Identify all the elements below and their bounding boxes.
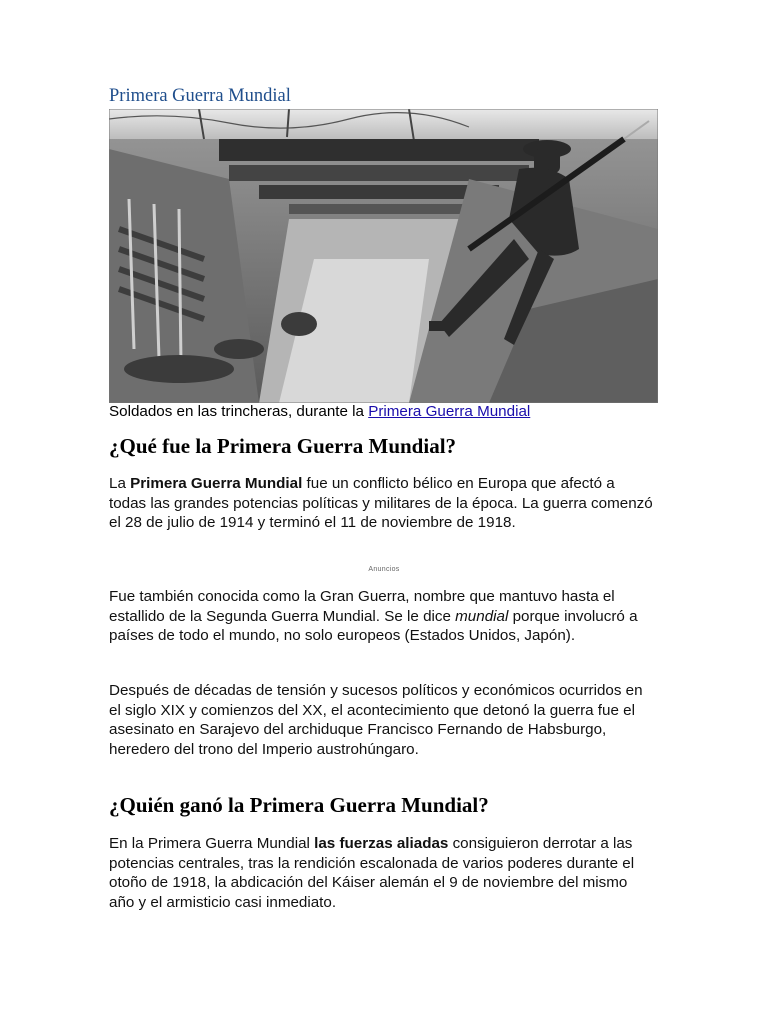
- paragraph-causas: Después de décadas de tensión y sucesos políticos y económicos ocurridos en el siglo XIX y comienzos del XX, el acontecimiento que detonó la guerra fue el asesinato en Sarajevo del archiduque Francisco Fernando de Habsburgo, heredero del trono del Imperio austrohúngaro.: [109, 682, 643, 758]
- aliados-bold: las fuerzas aliadas: [314, 835, 449, 852]
- aliados-post: consiguieron derrotar a las potencias centrales, tras la rendición escalonada de varios poderes durante el otoño de 1918, la abdicación del Káiser alemán el 9 de noviembre del mismo año y el armisticio casi inmediato.: [109, 835, 635, 911]
- paragraph-intro: [109, 474, 654, 533]
- paragraph-gran-guerra: [109, 587, 654, 646]
- caption-link[interactable]: Primera Guerra Mundial: [368, 403, 531, 420]
- aliados-pre: En la Primera Guerra Mundial: [109, 835, 315, 852]
- gran-guerra-post: porque involucró a países de todo el mundo, no solo europeos (Estados Unidos, Japón).: [109, 607, 638, 644]
- page-title: Primera Guerra Mundial: [109, 86, 291, 106]
- intro-pre: La: [109, 475, 131, 492]
- trench-photo-image: [109, 109, 658, 403]
- photo-caption: [109, 403, 669, 421]
- intro-bold: Primera Guerra Mundial: [130, 475, 303, 492]
- caption-text: Soldados en las trincheras, durante la: [109, 403, 369, 420]
- section-heading-que-fue: ¿Qué fue la Primera Guerra Mundial?: [109, 434, 457, 458]
- section-heading-quien-gano: ¿Quién ganó la Primera Guerra Mundial?: [109, 793, 489, 817]
- paragraph-aliados: [109, 834, 654, 912]
- intro-post: fue un conflicto bélico en Europa que afectó a todas las grandes potencias políticas y militares de la época. La guerra comenzó el 28 de julio de 1914 y terminó el 11 de noviembre de 1918.: [109, 475, 653, 531]
- gran-guerra-italic: mundial: [455, 607, 509, 625]
- gran-guerra-pre: Fue también conocida como la Gran Guerra, nombre que mantuvo hasta el estallido de la Segunda Guerra Mundial. Se le dice: [109, 588, 615, 625]
- ad-label: Anuncios: [368, 566, 400, 573]
- trench-photo: [109, 109, 658, 403]
